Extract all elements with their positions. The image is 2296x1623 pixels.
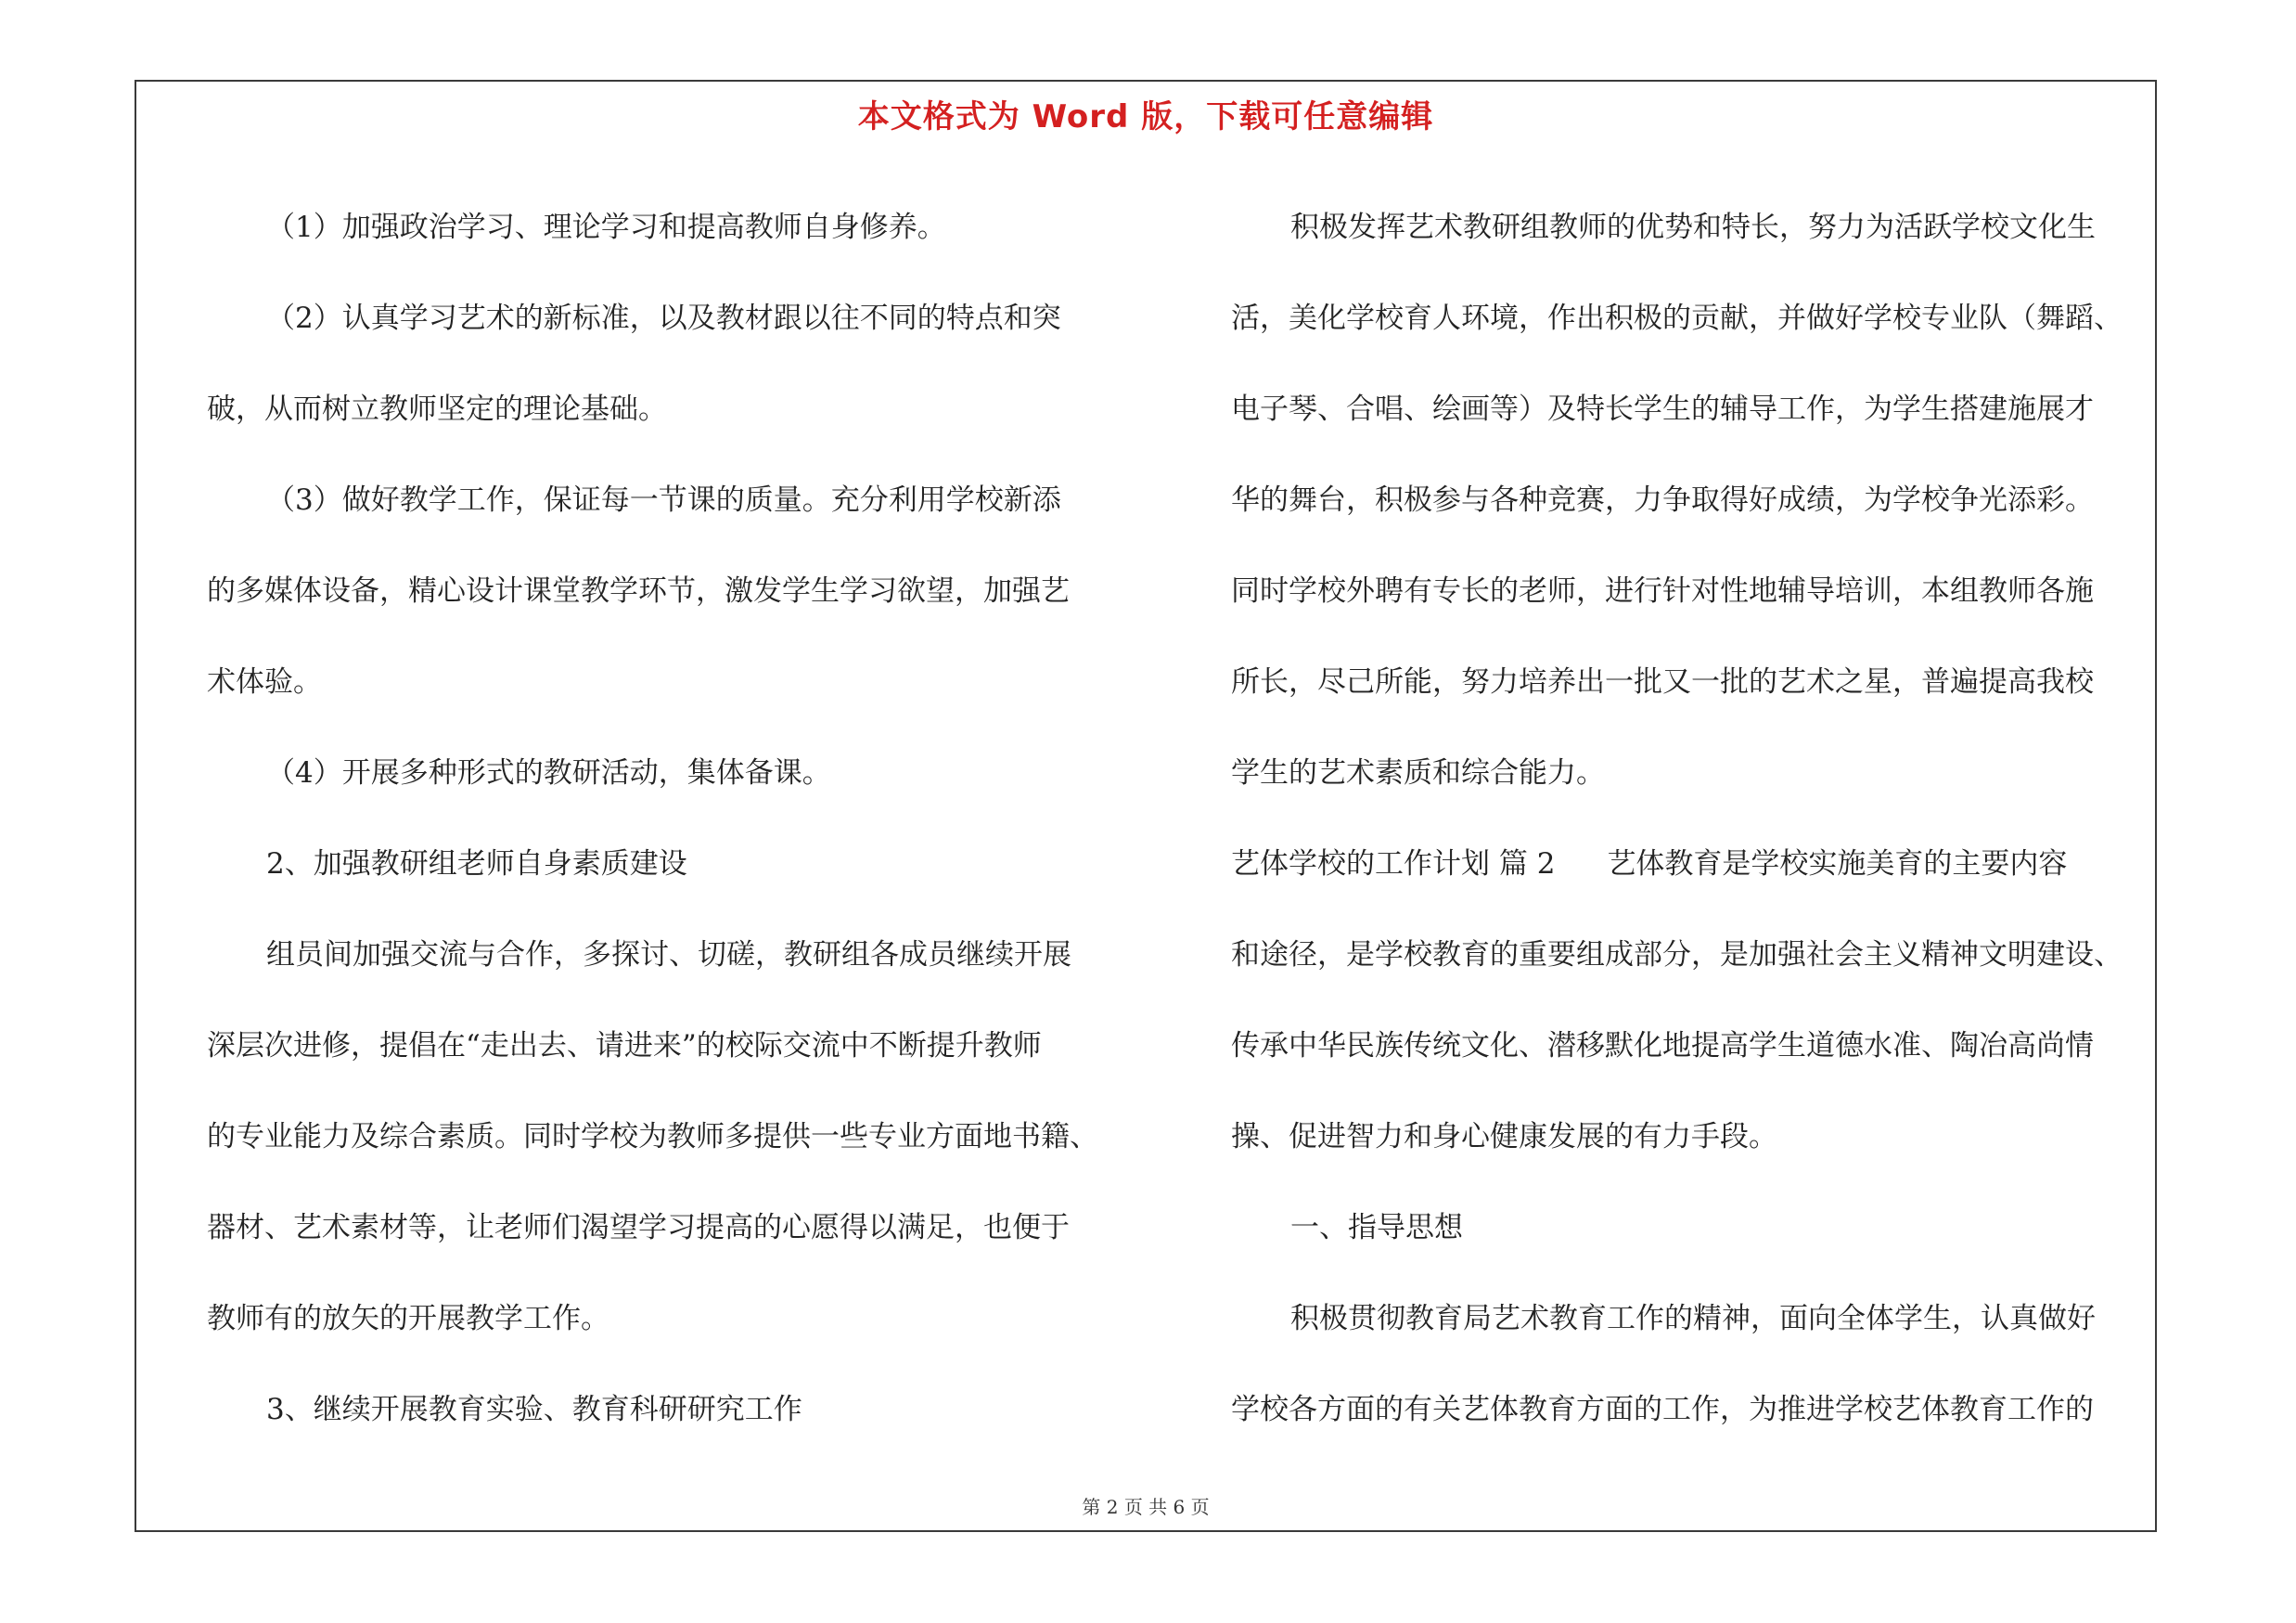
paragraph-line: （2）认真学习艺术的新标准，以及教材跟以往不同的特点和突 bbox=[266, 302, 1061, 335]
section-heading: 一、指导思想 bbox=[1290, 1211, 1463, 1244]
paragraph-line: 操、促进智力和身心健康发展的有力手段。 bbox=[1231, 1120, 1777, 1153]
paragraph-line: 的专业能力及综合素质。同时学校为教师多提供一些专业方面地书籍、 bbox=[207, 1120, 1098, 1153]
banner-title: 本文格式为 Word 版，下载可任意编辑 bbox=[857, 98, 1434, 135]
paragraph-line: 学生的艺术素质和综合能力。 bbox=[1231, 756, 1605, 790]
paragraph-line: 器材、艺术素材等，让老师们渴望学习提高的心愿得以满足，也便于 bbox=[207, 1211, 1070, 1244]
page-number: 第 2 页 共 6 页 bbox=[1082, 1496, 1210, 1518]
paragraph-line: 破，从而树立教师坚定的理论基础。 bbox=[207, 393, 667, 426]
paragraph-line: 组员间加强交流与合作，多探讨、切磋，教研组各成员继续开展 bbox=[266, 938, 1071, 972]
paragraph-line: 华的舞台，积极参与各种竞赛，力争取得好成绩，为学校争光添彩。 bbox=[1231, 483, 2094, 517]
paragraph-line: 的多媒体设备，精心设计课堂教学环节，激发学生学习欲望，加强艺 bbox=[207, 574, 1070, 608]
paragraph-line: 教师有的放矢的开展教学工作。 bbox=[207, 1302, 609, 1335]
right-column bbox=[1231, 182, 2159, 1455]
paragraph-line: 积极贯彻教育局艺术教育工作的精神，面向全体学生，认真做好 bbox=[1290, 1302, 2096, 1335]
paragraph-line: 艺体教育是学校实施美育的主要内容 bbox=[1607, 847, 2068, 881]
article-heading-line bbox=[1231, 818, 2159, 909]
paragraph-line: 积极发挥艺术教研组教师的优势和特长，努力为活跃学校文化生 bbox=[1290, 211, 2096, 244]
section-heading: 2、加强教研组老师自身素质建设 bbox=[266, 847, 687, 881]
left-column bbox=[207, 182, 1135, 1455]
paragraph-line: 学校各方面的有关艺体教育方面的工作，为推进学校艺体教育工作的 bbox=[1231, 1393, 2094, 1426]
paragraph-line: 术体验。 bbox=[207, 665, 322, 699]
paragraph-line: 深层次进修，提倡在“走出去、请进来”的校际交流中不断提升教师 bbox=[207, 1029, 1042, 1063]
article-heading: 艺体学校的工作计划 篇 2 bbox=[1231, 847, 1556, 881]
paragraph-line: 同时学校外聘有专长的老师，进行针对性地辅导培训，本组教师各施 bbox=[1231, 574, 2094, 608]
paragraph-line: 活，美化学校育人环境，作出积极的贡献，并做好学校专业队（舞蹈、 bbox=[1231, 302, 2123, 335]
paragraph-line: （3）做好教学工作，保证每一节课的质量。充分利用学校新添 bbox=[266, 483, 1061, 517]
paragraph-line: （4）开展多种形式的教研活动，集体备课。 bbox=[266, 756, 831, 790]
paragraph-line: 传承中华民族传统文化、潜移默化地提高学生道德水准、陶冶高尚情 bbox=[1231, 1029, 2094, 1063]
paragraph-line: 电子琴、合唱、绘画等）及特长学生的辅导工作，为学生搭建施展才 bbox=[1231, 393, 2094, 426]
section-heading: 3、继续开展教育实验、教育科研研究工作 bbox=[266, 1393, 802, 1426]
paragraph-line: （1）加强政治学习、理论学习和提高教师自身修养。 bbox=[266, 211, 946, 244]
paragraph-line: 所长，尽己所能，努力培养出一批又一批的艺术之星，普遍提高我校 bbox=[1231, 665, 2094, 699]
document-page bbox=[135, 80, 2157, 1532]
paragraph-line: 和途径，是学校教育的重要组成部分，是加强社会主义精神文明建设、 bbox=[1231, 938, 2123, 972]
